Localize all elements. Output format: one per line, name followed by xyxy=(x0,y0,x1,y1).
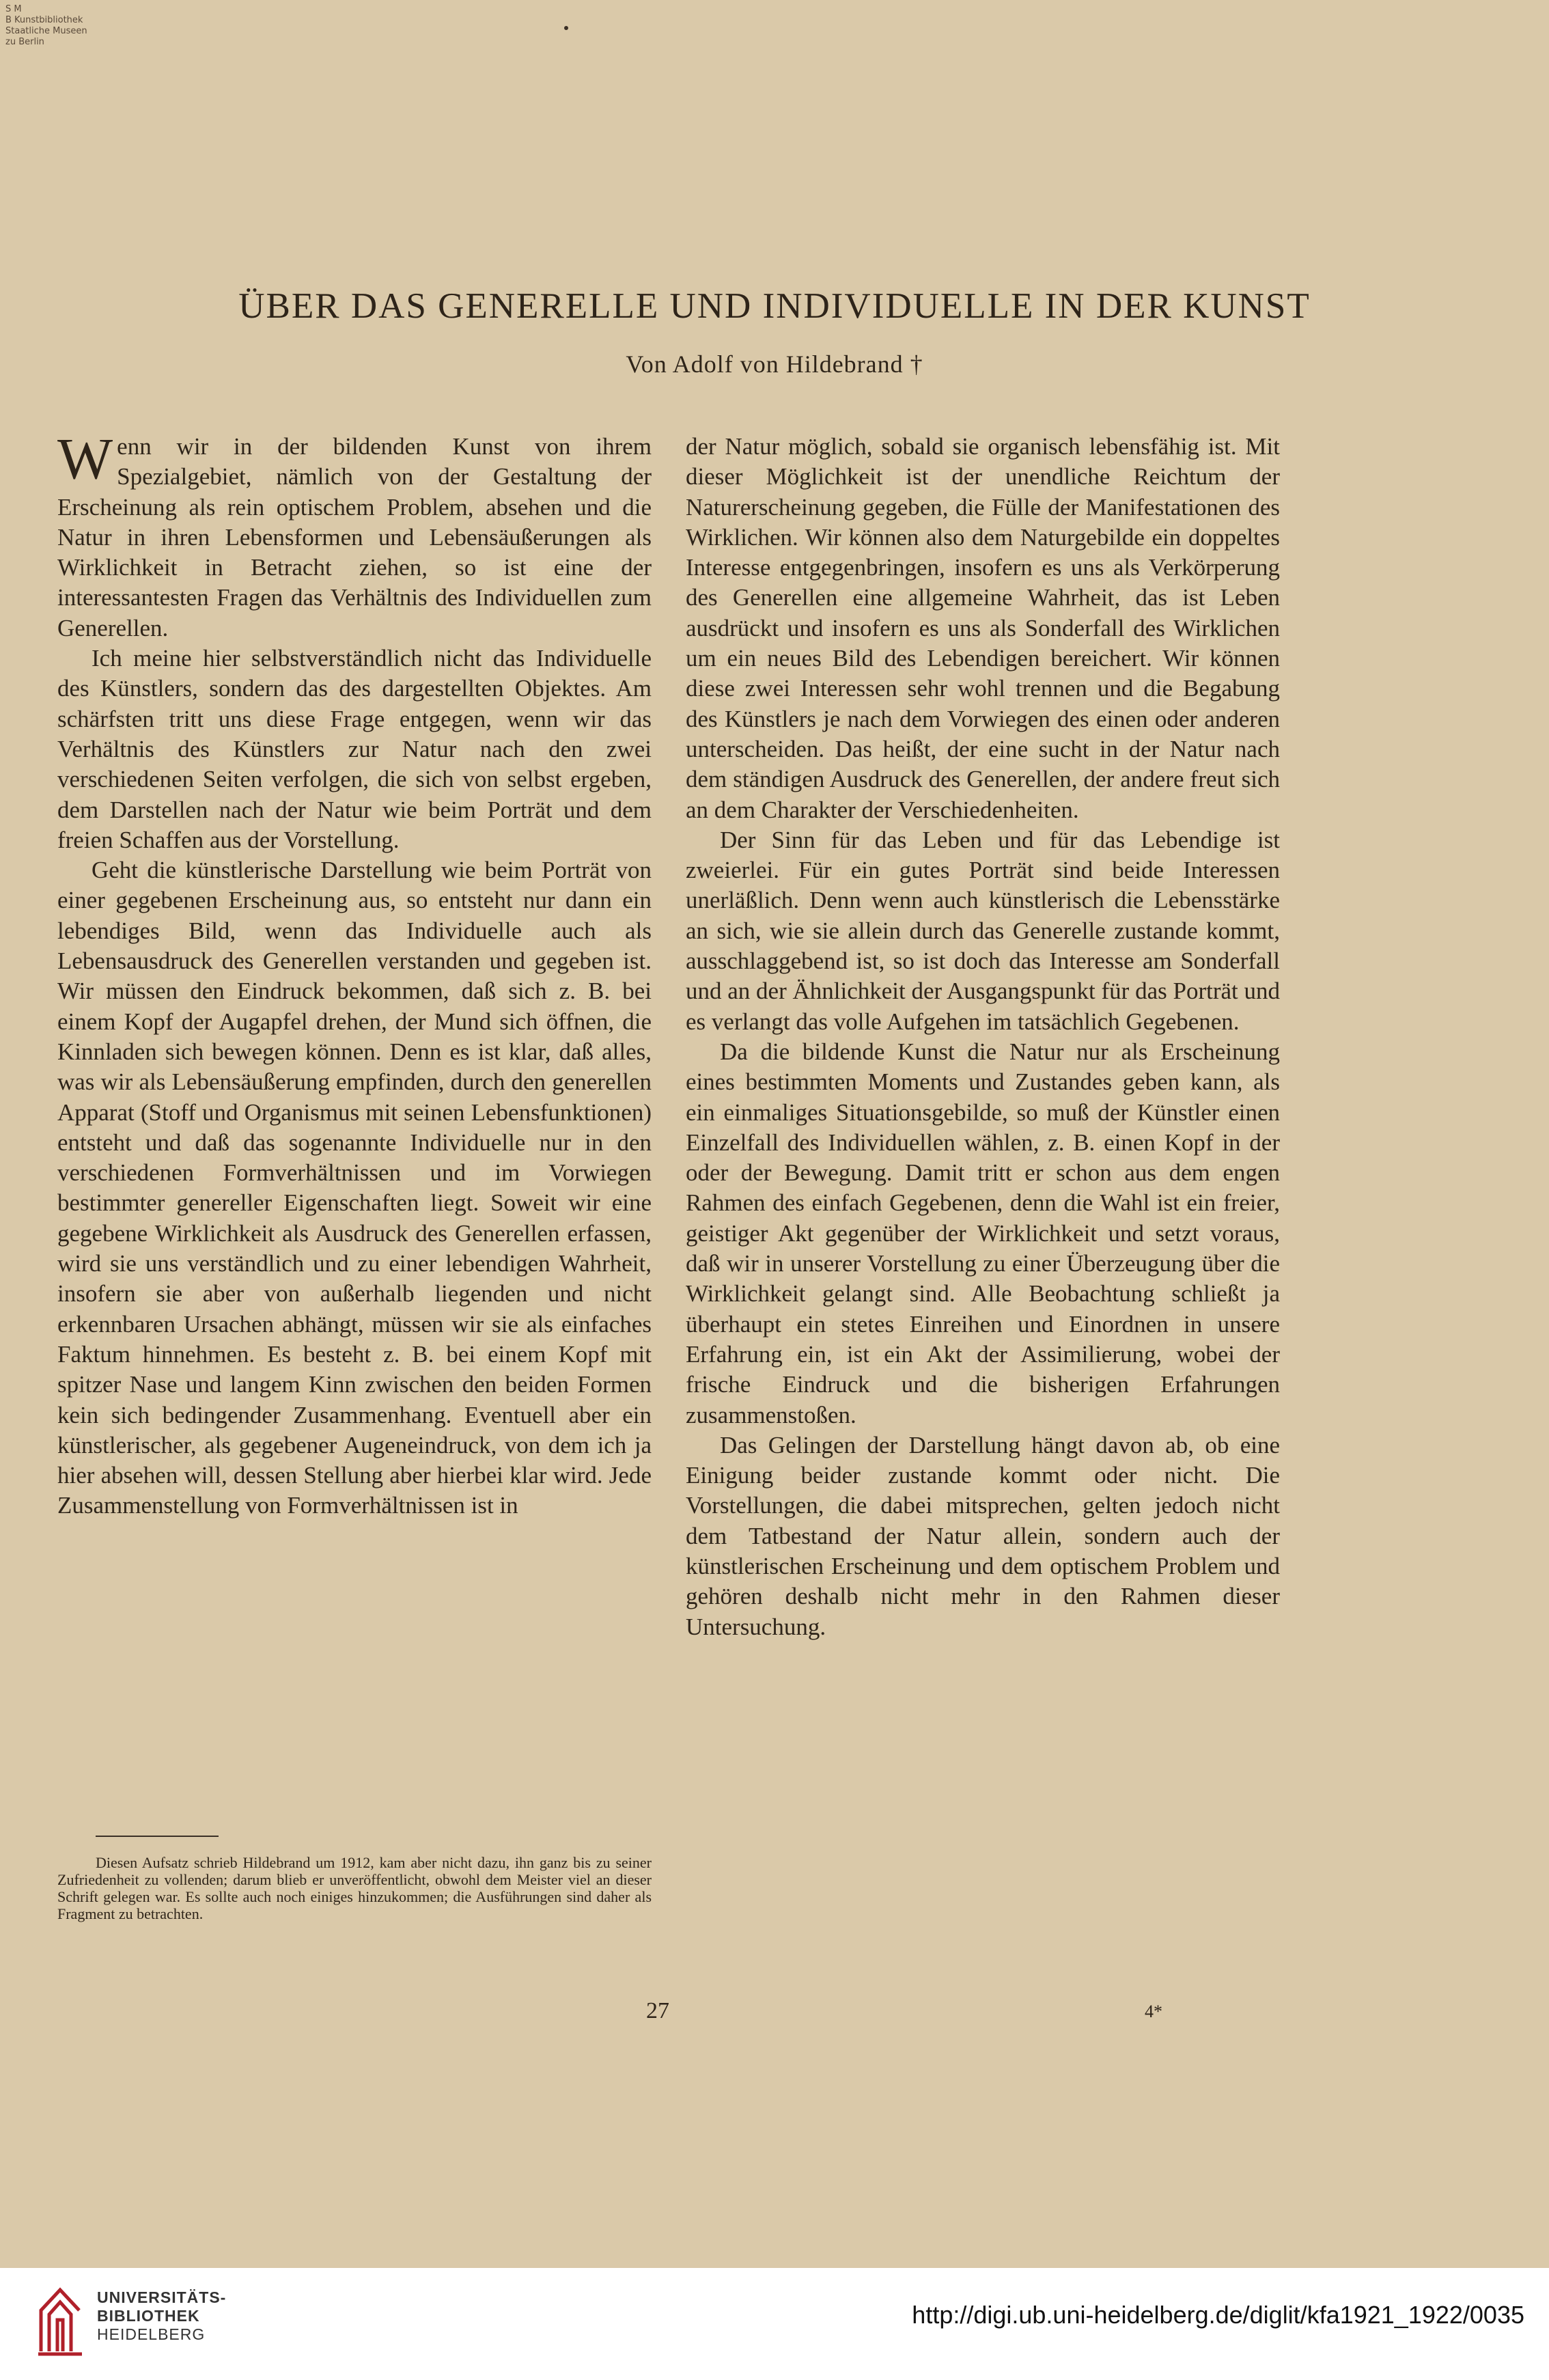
paragraph-text: enn wir in der bildenden Kunst von ihrem Spezialgebiet, nämlich von der Gestaltung der Erscheinung als rein optischem Problem, absehen und die Natur in ihren Lebensformen und Lebensäußerungen als Wirklichkeit in Betracht ziehen, so ist eine der interessantesten Fragen das Verhältnis des Individuellen zum Generellen. xyxy=(57,433,652,641)
library-name-line: UNIVERSITÄTS- xyxy=(97,2288,227,2306)
library-name-line: BIBLIOTHEK xyxy=(97,2307,200,2325)
library-name xyxy=(97,2288,226,2344)
stamp-line: Staatliche Museen xyxy=(5,26,87,36)
stamp-line: S M xyxy=(5,4,22,14)
paragraph: Ich meine hier selbstverständlich nicht das Individuelle des Künstlers, sondern das des dargestellten Objektes. Am schärfsten tritt uns diese Frage entgegen, wenn wir das Verhältnis des Künstlers zur Natur nach den zwei verschiedenen Seiten verfolgen, die sich von selbst ergeben, dem Darstellen nach der Natur wie beim Porträt und dem freien Schaffen aus der Vorstellung. xyxy=(57,645,652,853)
article-byline: Von Adolf von Hildebrand † xyxy=(626,350,923,378)
footnote: Diesen Aufsatz schrieb Hildebrand um 1912, kam aber nicht dazu, ihn ganz bis zu seiner Zufriedenheit zu vollenden; darum blieb er unveröffentlicht, obwohl dem Meister viel an dieser Schrift gelegen war. Es sollte auch noch einiges hinzukommen; die Ausführungen sind daher als Fragment zu betrachten. xyxy=(57,1854,652,1922)
signature-mark: 4* xyxy=(1145,2002,1162,2021)
article-title: ÜBER DAS GENERELLE UND INDIVIDUELLE IN DER KUNST xyxy=(238,286,1311,326)
permalink-url[interactable]: http://digi.ub.uni-heidelberg.de/diglit/kfa1921_1922/0035 xyxy=(912,2301,1524,2329)
footnote-divider xyxy=(96,1836,219,1837)
university-library-logo-icon xyxy=(33,2283,87,2358)
left-column xyxy=(57,426,652,1521)
paragraph: Der Sinn für das Leben und für das Lebendige ist zweierlei. Für ein gutes Porträt sind beide Interessen unerläßlich. Denn wenn auch künstlerisch die Lebensstärke an sich, wie sie allein durch das Generelle zustande kommt, ausschlaggebend ist, so ist doch das Interesse am Sonderfall und an der Ähnlichkeit der Ausgangspunkt für das Porträt und es verlangt das volle Aufgehen im tatsächlich Gegebenen. xyxy=(686,826,1280,1035)
paragraph: der Natur möglich, sobald sie organisch lebensfähig ist. Mit dieser Möglichkeit ist der unendliche Reichtum der Naturerscheinung gegeben, die Fülle der Manifestationen des Wirklichen. Wir können also dem Naturgebilde ein doppeltes Interesse entgegenbringen, insofern es uns als Verkörperung des Generellen eine allgemeine Wahrheit, das ist Leben ausdrückt und insofern es uns als Sonderfall des Wirklichen um ein neues Bild des Lebendigen bereichert. Wir können diese zwei Interessen sehr wohl trennen und die Begabung des Künstlers je nach dem Vorwiegen des einen oder anderen unterscheiden. Das heißt, der eine sucht in der Natur nach dem ständigen Ausdruck des Generellen, der andere freut sich an dem Charakter der Verschiedenheiten. xyxy=(686,433,1280,823)
ink-speck xyxy=(564,26,568,30)
library-name-line: HEIDELBERG xyxy=(97,2325,206,2343)
stamp-line: zu Berlin xyxy=(5,37,44,47)
page-number: 27 xyxy=(646,1998,669,2023)
paragraph: Das Gelingen der Darstellung hängt davon ab, ob eine Einigung beider zustande kommt oder nicht. Die Vorstellungen, die dabei mitsprechen, gelten jedoch nicht dem Tatbestand der Natur allein, sondern auch der künstlerischen Erscheinung und dem optischem Problem und gehören deshalb nicht mehr in den Rahmen dieser Untersuchung. xyxy=(686,1431,1280,1640)
paragraph: Geht die künstlerische Darstellung wie beim Porträt von einer gegebenen Erscheinung aus, so entsteht nur dann ein lebendiges Bild, wenn das Individuelle auch als Lebensausdruck des Generellen verstanden und gegeben ist. Wir müssen den Eindruck bekommen, daß sich z. B. bei einem Kopf der Augapfel drehen, der Mund sich öffnen, die Kinnladen sich bewegen können. Denn es ist klar, daß alles, was wir als Lebensäußerung empfinden, durch den generellen Apparat (Stoff und Organismus mit seinen Lebensfunktionen) entsteht und daß das sogenannte Individuelle nur in den verschiedenen Formverhältnissen und im Vorwiegen bestimmter genereller Eigenschaften liegt. Soweit wir eine gegebene Wirklichkeit als Ausdruck des Generellen erfassen, wird sie uns verständlich und zu einer lebendigen Wahrheit, insofern sie aber von außerhalb liegenden und nicht erkennbaren Ursachen abhängt, müssen wir sie als einfaches Faktum hinnehmen. Es besteht z. B. bei einem Kopf mit spitzer Nase und langem Kinn zwischen den beiden Formen kein sich bedingender Zusammenhang. Eventuell aber ein künstlerischer, als gegebener Augeneindruck, von dem ich ja hier absehen will, dessen Stellung aber hierbei klar wird. Jede Zusammenstellung von Formverhältnissen ist in xyxy=(57,857,652,1519)
library-stamp xyxy=(5,4,169,48)
stamp-line: B Kunstbibliothek xyxy=(5,15,83,25)
paragraph: Da die bildende Kunst die Natur nur als Erscheinung eines bestimmten Moments und Zustandes geben kann, als ein einmaliges Situationsgebilde, so muß der Künstler einen Einzelfall des Individuellen wählen, z. B. einen Kopf in der oder der Bewegung. Damit tritt er schon aus dem engen Rahmen des einfach Gegebenen, denn die Wahl ist ein freier, geistiger Akt gegenüber der Wirklichkeit und setzt voraus, daß wir in unserer Vorstellung zu einer Überzeugung über die Wirklichkeit gelangt sind. Alle Beobachtung schließt ja überhaupt ein stetes Einreihen und Einordnen in unsere Erfahrung ein, ist ein Akt der Assimilierung, wobei der frische Eindruck und die bisherigen Erfahrungen zusammenstoßen. xyxy=(686,1038,1280,1428)
drop-cap: W xyxy=(57,426,113,491)
paragraph xyxy=(57,426,652,644)
viewer-footer xyxy=(0,2268,1549,2380)
right-column xyxy=(686,432,1280,1642)
